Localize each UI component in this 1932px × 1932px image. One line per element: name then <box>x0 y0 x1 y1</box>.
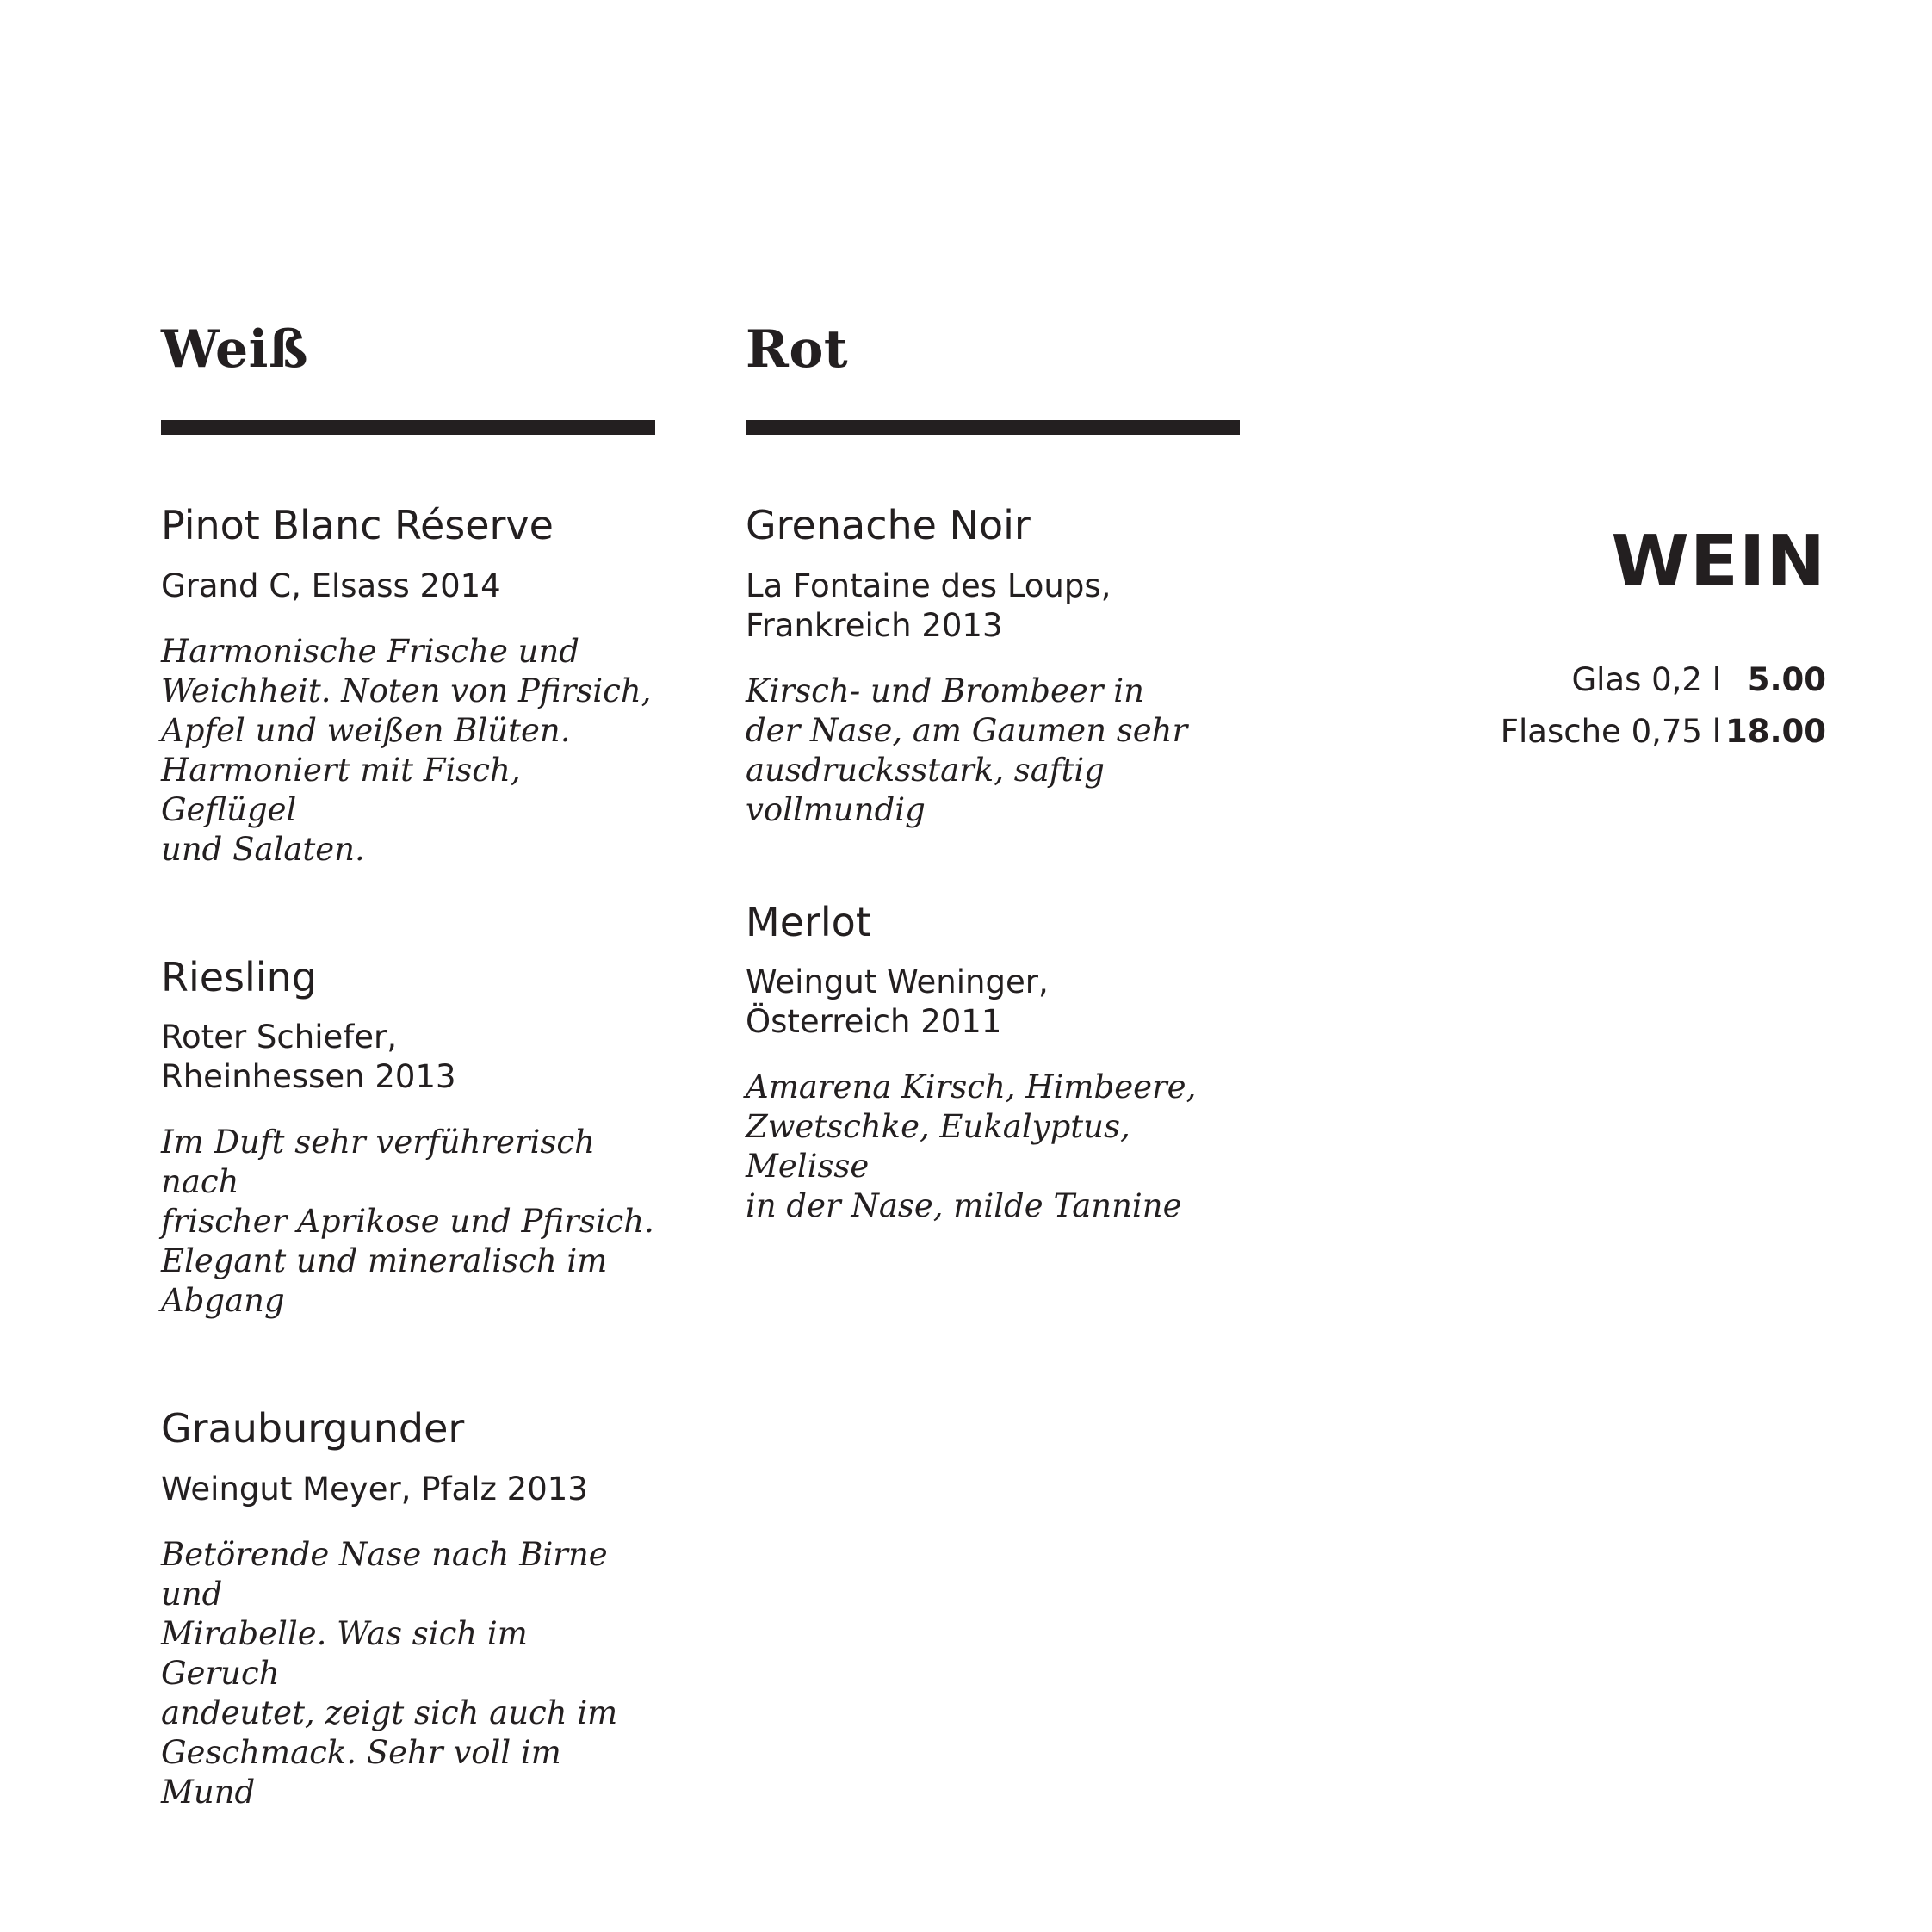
red-section-title: Rot <box>746 319 849 380</box>
menu-title: WEIN <box>1611 521 1826 603</box>
price-row-bottle <box>1501 713 1826 765</box>
wine-description: Betörende Nase nach Birne und Mirabelle. Was sich im Geruch andeutet, zeigt sich auch im Geschmack. Sehr voll im Mund <box>161 1535 618 1811</box>
wine-origin: Weingut Meyer, Pfalz 2013 <box>161 1470 588 1508</box>
wine-item-grauburgunder <box>161 1407 656 1812</box>
wine-item-riesling <box>161 953 656 1322</box>
wine-description: Im Duft sehr verführerisch nach frischer Aprikose und Pfirsich. Elegant und mineralisch im Abgang <box>161 1124 654 1320</box>
wine-name: Pinot Blanc Réserve <box>161 502 554 548</box>
red-wine-list <box>746 504 1241 1226</box>
price-value: 18.00 <box>1725 713 1826 750</box>
white-section-title: Weiß <box>161 319 309 380</box>
wine-origin: Roter Schiefer, Rheinhessen 2013 <box>161 1019 456 1096</box>
wine-item-grenache-noir <box>746 504 1241 830</box>
wine-name: Grenache Noir <box>746 502 1031 548</box>
red-wine-column <box>746 319 1241 1226</box>
price-label: Flasche 0,75 l <box>1500 713 1721 750</box>
wine-name: Merlot <box>746 898 871 945</box>
wine-description: Harmonische Frische und Weichheit. Noten von Pfirsich, Apfel und weißen Blüten. Harmoniert mit Fisch, Geflügel und Salaten. <box>161 632 652 868</box>
white-section-divider <box>161 420 655 435</box>
wine-item-pinot-blanc <box>161 504 656 870</box>
price-label: Glas 0,2 l <box>1571 661 1721 698</box>
wine-name: Grauburgunder <box>161 1405 465 1452</box>
white-wine-list <box>161 504 656 1812</box>
wine-description: Amarena Kirsch, Himbeere, Zwetschke, Eukalyptus, Melisse in der Nase, milde Tannine <box>746 1068 1197 1225</box>
wine-origin: Grand C, Elsass 2014 <box>161 567 501 604</box>
price-list <box>1501 661 1826 765</box>
wine-description: Kirsch- und Brombeer in der Nase, am Gaumen sehr ausdrucksstark, saftig vollmundig <box>746 672 1188 828</box>
price-row-glass <box>1501 661 1826 713</box>
wine-origin: Weingut Weninger, Österreich 2011 <box>746 963 1049 1041</box>
white-wine-column <box>161 319 656 1812</box>
red-section-divider <box>746 420 1240 435</box>
wine-name: Riesling <box>161 953 317 1000</box>
wine-origin: La Fontaine des Loups, Frankreich 2013 <box>746 567 1112 644</box>
price-value: 5.00 <box>1747 661 1826 698</box>
wine-item-merlot <box>746 898 1241 1227</box>
